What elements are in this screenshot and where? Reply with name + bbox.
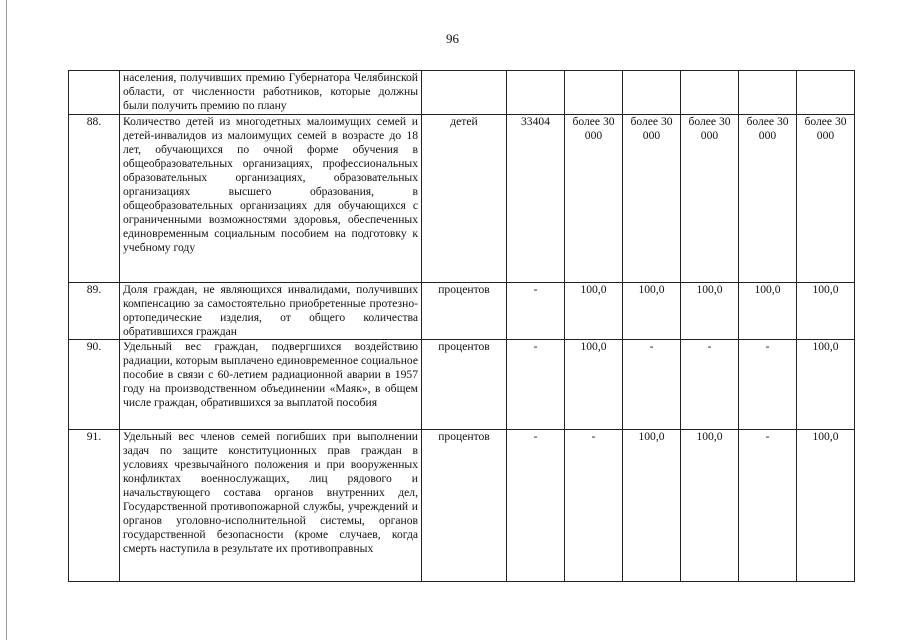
unit-cell bbox=[422, 71, 507, 115]
value-cell: - bbox=[507, 283, 565, 340]
value-cell: 100,0 bbox=[739, 283, 797, 340]
indicator-name: Удельный вес членов семей погибших при выполнении задач по защите конституционных прав граждан в условиях чрезвычайного положения и при вооруженных конфликтах военнослужащих, лиц рядового и начальствующего состава органов внутренних дел, Государственной противопожарной службы, учреждений и органов уголовно-исполнительной системы, органов государственной безопасности (кроме случаев, когда смерть наступила в результате их противоправных bbox=[120, 430, 422, 582]
value-cell: 100,0 bbox=[797, 430, 855, 582]
table-row bbox=[69, 283, 855, 340]
unit-cell: детей bbox=[422, 115, 507, 283]
value-cell bbox=[739, 71, 797, 115]
value-cell bbox=[565, 71, 623, 115]
value-cell: более 30 000 bbox=[565, 115, 623, 283]
row-number bbox=[69, 71, 120, 115]
page-left-border bbox=[6, 0, 7, 640]
indicator-name: Доля граждан, не являющихся инвалидами, получивших компенсацию за самостоятельно приобретенные протезно-ортопедические изделия, от общего количества обратившихся граждан bbox=[120, 283, 422, 340]
value-cell: 100,0 bbox=[565, 340, 623, 430]
value-cell: 100,0 bbox=[797, 340, 855, 430]
value-cell: более 30 000 bbox=[681, 115, 739, 283]
value-cell: 100,0 bbox=[681, 430, 739, 582]
value-cell: - bbox=[507, 340, 565, 430]
unit-cell: процентов bbox=[422, 340, 507, 430]
page-number: 96 bbox=[446, 31, 459, 46]
value-cell: более 30 000 bbox=[739, 115, 797, 283]
value-cell: более 30 000 bbox=[623, 115, 681, 283]
value-cell bbox=[681, 71, 739, 115]
value-cell: 33404 bbox=[507, 115, 565, 283]
value-cell: 100,0 bbox=[623, 283, 681, 340]
value-cell: 100,0 bbox=[681, 283, 739, 340]
row-number: 89. bbox=[69, 283, 120, 340]
unit-cell: процентов bbox=[422, 430, 507, 582]
value-cell: - bbox=[507, 430, 565, 582]
value-cell: - bbox=[739, 430, 797, 582]
value-cell: - bbox=[623, 340, 681, 430]
row-number: 91. bbox=[69, 430, 120, 582]
value-cell: 100,0 bbox=[797, 283, 855, 340]
table-row bbox=[69, 115, 855, 283]
value-cell bbox=[623, 71, 681, 115]
indicator-name: Удельный вес граждан, подвергшихся воздействию радиации, которым выплачено единовременное социальное пособие в связи с 60-летием радиационной аварии в 1957 году на производственном объединении «Маяк», в общем числе граждан, обратившихся за выплатой пособия bbox=[120, 340, 422, 430]
value-cell: более 30 000 bbox=[797, 115, 855, 283]
indicator-name: населения, получивших премию Губернатора Челябинской области, от численности работников, которые должны были получить премию по плану bbox=[120, 71, 422, 115]
value-cell: 100,0 bbox=[623, 430, 681, 582]
table-row bbox=[69, 430, 855, 582]
row-number: 88. bbox=[69, 115, 120, 283]
value-cell: - bbox=[739, 340, 797, 430]
value-cell: - bbox=[681, 340, 739, 430]
table-row bbox=[69, 71, 855, 115]
value-cell: 100,0 bbox=[565, 283, 623, 340]
value-cell: - bbox=[565, 430, 623, 582]
unit-cell: процентов bbox=[422, 283, 507, 340]
indicators-table bbox=[68, 70, 855, 582]
value-cell bbox=[797, 71, 855, 115]
indicator-name: Количество детей из многодетных малоимущих семей и детей-инвалидов из малоимущих семей в возрасте до 18 лет, обучающихся по очной форме обучения в общеобразовательных организациях, профессиональных образовательных организациях, образовательных организациях высшего образования, в общеобразовательных организациях для обучающихся с ограниченными возможностями здоровья, обеспеченных единовременным социальным пособием на подготовку к учебному году bbox=[120, 115, 422, 283]
value-cell bbox=[507, 71, 565, 115]
table-row bbox=[69, 340, 855, 430]
row-number: 90. bbox=[69, 340, 120, 430]
